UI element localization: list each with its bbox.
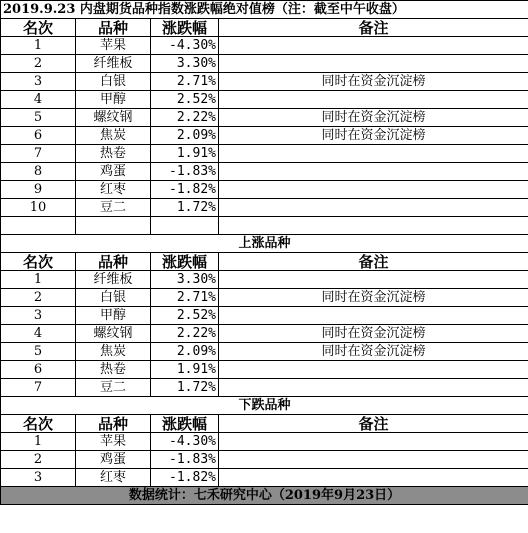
rank-cell: 2 [1,289,76,307]
table-row [1,307,528,325]
name-cell: 苹果 [76,433,151,451]
blank-cell [219,217,528,235]
change-cell: -1.83% [151,163,219,181]
rank-cell: 6 [1,127,76,145]
note-cell [219,469,528,487]
change-cell: 2.22% [151,325,219,343]
table-row [1,289,528,307]
change-cell: 2.71% [151,73,219,91]
table-row [1,55,528,73]
rank-cell: 4 [1,91,76,109]
header-change: 涨跌幅 [151,253,219,271]
note-cell [219,271,528,289]
table-row [1,181,528,199]
table-row [1,451,528,469]
change-cell: 2.71% [151,289,219,307]
change-cell: -4.30% [151,433,219,451]
note-cell: 同时在资金沉淀榜 [219,127,528,145]
note-cell [219,379,528,397]
rank-cell: 4 [1,325,76,343]
change-cell: 1.72% [151,199,219,217]
rank-cell: 1 [1,433,76,451]
table-row [1,199,528,217]
header-note: 备注 [219,253,528,271]
note-cell [219,181,528,199]
note-cell [219,163,528,181]
change-cell: 1.72% [151,379,219,397]
note-cell [219,37,528,55]
change-cell: 3.30% [151,271,219,289]
change-cell: -4.30% [151,37,219,55]
name-cell: 纤维板 [76,55,151,73]
table-title: 2019.9.23 内盘期货品种指数涨跌幅绝对值榜（注：截至中午收盘） [1,1,528,19]
header-note: 备注 [219,19,528,37]
header-name: 品种 [76,415,151,433]
name-cell: 白银 [76,289,151,307]
name-cell: 螺纹钢 [76,109,151,127]
header-name: 品种 [76,19,151,37]
note-cell: 同时在资金沉淀榜 [219,73,528,91]
rank-cell: 7 [1,145,76,163]
note-cell: 同时在资金沉淀榜 [219,109,528,127]
rank-cell: 2 [1,451,76,469]
table-row [1,127,528,145]
change-cell: 2.09% [151,127,219,145]
table-row [1,361,528,379]
change-cell: -1.82% [151,469,219,487]
header-note: 备注 [219,415,528,433]
header-change: 涨跌幅 [151,19,219,37]
name-cell: 甲醇 [76,91,151,109]
name-cell: 豆二 [76,379,151,397]
name-cell: 白银 [76,73,151,91]
blank-cell [151,217,219,235]
rank-cell: 2 [1,55,76,73]
change-cell: 2.22% [151,109,219,127]
change-cell: 1.91% [151,361,219,379]
rank-cell: 5 [1,343,76,361]
name-cell: 热卷 [76,361,151,379]
rank-cell: 8 [1,163,76,181]
rank-cell: 1 [1,37,76,55]
down-section-title: 下跌品种 [1,397,528,415]
note-cell [219,433,528,451]
blank-cell [1,217,76,235]
rank-cell: 1 [1,271,76,289]
rank-cell: 6 [1,361,76,379]
name-cell: 红枣 [76,469,151,487]
table-row [1,469,528,487]
rank-cell: 5 [1,109,76,127]
name-cell: 甲醇 [76,307,151,325]
table-row [1,325,528,343]
rank-cell: 3 [1,469,76,487]
header-rank: 名次 [1,253,76,271]
name-cell: 纤维板 [76,271,151,289]
blank-cell [76,217,151,235]
note-cell [219,307,528,325]
name-cell: 苹果 [76,37,151,55]
note-cell [219,145,528,163]
header-change: 涨跌幅 [151,415,219,433]
note-cell [219,55,528,73]
table-row [1,379,528,397]
rank-cell: 10 [1,199,76,217]
name-cell: 鸡蛋 [76,451,151,469]
note-cell [219,91,528,109]
name-cell: 焦炭 [76,343,151,361]
name-cell: 豆二 [76,199,151,217]
note-cell [219,361,528,379]
name-cell: 焦炭 [76,127,151,145]
table-row [1,271,528,289]
name-cell: 红枣 [76,181,151,199]
note-cell: 同时在资金沉淀榜 [219,289,528,307]
footer-source: 数据统计：七禾研究中心（2019年9月23日） [1,487,528,505]
table-row [1,343,528,361]
down-header-row [1,415,528,433]
rank-cell: 3 [1,307,76,325]
table-row [1,73,528,91]
name-cell: 螺纹钢 [76,325,151,343]
change-cell: -1.83% [151,451,219,469]
footer-row [1,487,528,505]
spacer-row [1,217,528,235]
note-cell [219,199,528,217]
note-cell [219,451,528,469]
header-name: 品种 [76,253,151,271]
change-cell: 2.52% [151,307,219,325]
change-cell: 2.52% [151,91,219,109]
up-section-title-row [1,235,528,253]
change-cell: 1.91% [151,145,219,163]
up-section-title: 上涨品种 [1,235,528,253]
table-row [1,163,528,181]
rank-cell: 7 [1,379,76,397]
table-row [1,109,528,127]
name-cell: 鸡蛋 [76,163,151,181]
down-section-title-row [1,397,528,415]
header-rank: 名次 [1,415,76,433]
table-row [1,91,528,109]
abs-header-row [1,19,528,37]
change-cell: 3.30% [151,55,219,73]
title-row [1,1,528,19]
table-row [1,37,528,55]
note-cell: 同时在资金沉淀榜 [219,343,528,361]
name-cell: 热卷 [76,145,151,163]
table-row [1,433,528,451]
up-header-row [1,253,528,271]
header-rank: 名次 [1,19,76,37]
table-row [1,145,528,163]
rank-cell: 9 [1,181,76,199]
note-cell: 同时在资金沉淀榜 [219,325,528,343]
change-cell: 2.09% [151,343,219,361]
change-cell: -1.82% [151,181,219,199]
rank-cell: 3 [1,73,76,91]
